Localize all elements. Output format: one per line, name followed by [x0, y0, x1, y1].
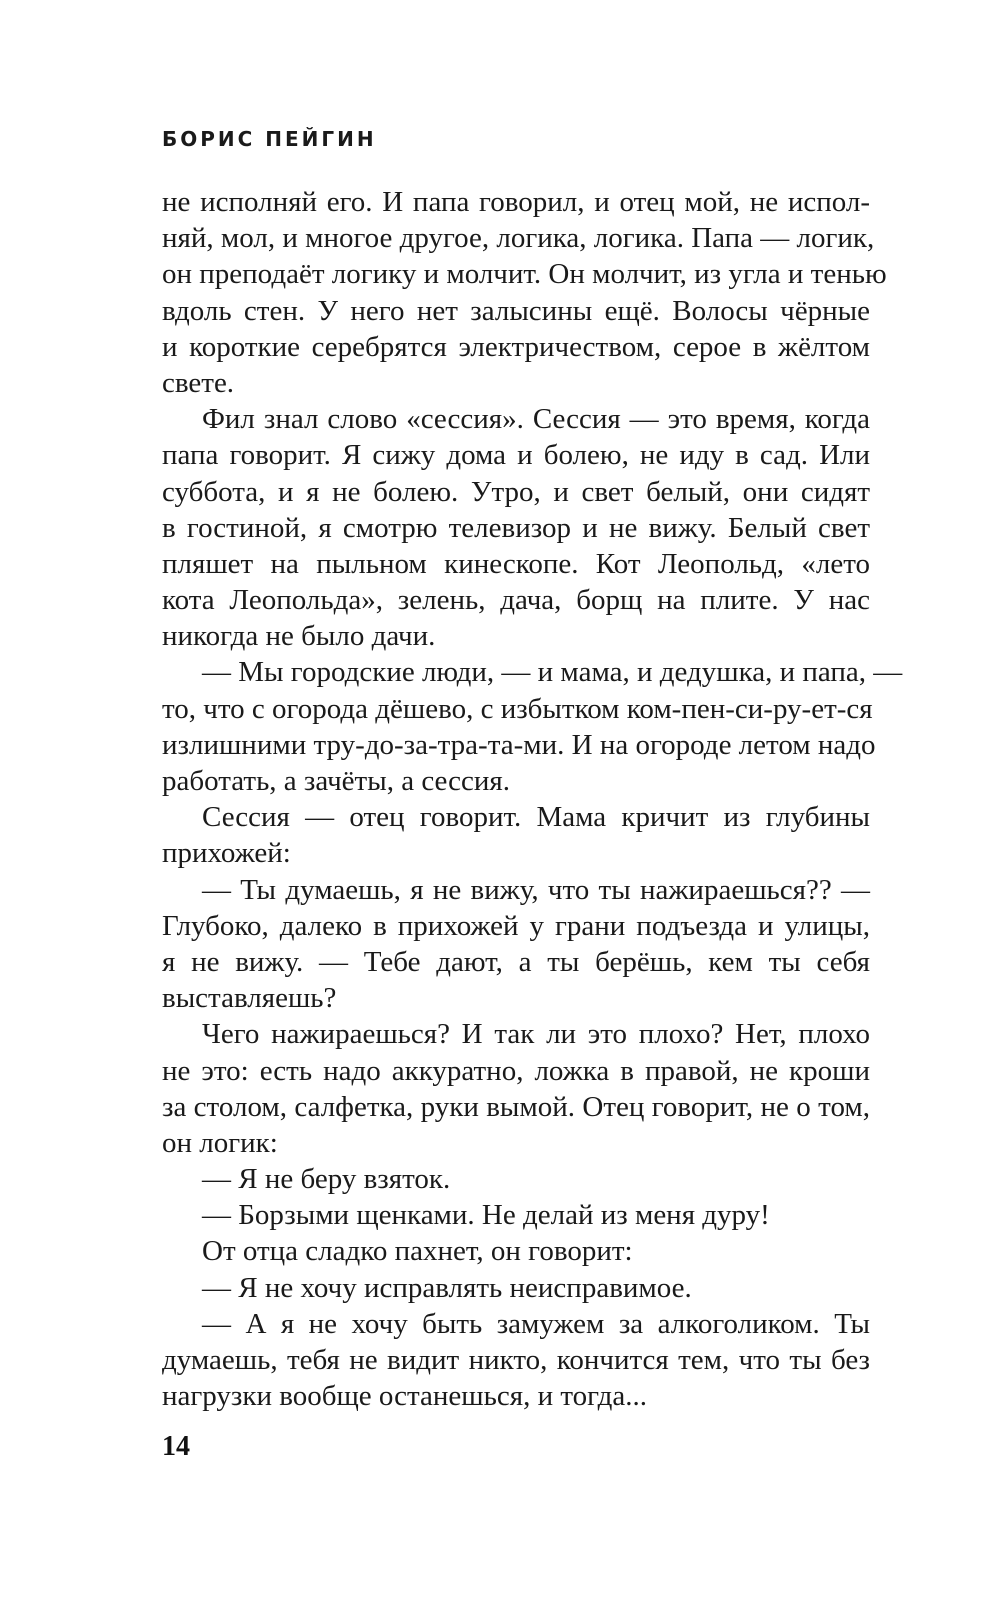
text-line: — Я не беру взяток.: [202, 1163, 451, 1196]
text-line: прихожей:: [162, 837, 291, 870]
text-line: выставляешь?: [162, 982, 337, 1015]
text-line: думаешь, тебя не видит никто, кончится тем, что ты без: [162, 1344, 870, 1376]
text-line: то, что с огорода дёшево, с избытком ком-пен-си-ру-ет-ся: [162, 692, 873, 725]
text-line: Фил знал слово «сессия». Сессия — это время, когда: [202, 403, 870, 436]
text-line: излишними тру-до-за-тра-та-ми. И на огороде летом надо: [162, 728, 876, 761]
text-line: суббота, и я не болею. Утро, и свет белый, они сидят: [162, 475, 870, 508]
text-line: — А я не хочу быть замужем за алкоголиком. Ты: [202, 1307, 870, 1340]
text-line: не это: есть надо аккуратно, ложка в правой, не кроши: [162, 1054, 870, 1087]
text-line: кота Леопольда», зелень, дача, борщ на плите. У нас: [162, 584, 870, 617]
text-line: я не вижу. — Тебе дают, а ты берёшь, кем ты себя: [162, 945, 870, 978]
text-line: в гостиной, я смотрю телевизор и не вижу. Белый свет: [162, 511, 870, 544]
text-line: он логик:: [162, 1126, 278, 1159]
text-line: Глубоко, далеко в прихожей у грани подъезда и улицы,: [162, 909, 870, 942]
running-head: БОРИС ПЕЙГИН: [162, 127, 377, 151]
text-line: папа говорит. Я сижу дома и болею, не иду в сад. Или: [162, 439, 870, 472]
page-number: 14: [162, 1431, 190, 1462]
text-line: он преподаёт логику и молчит. Он молчит, из угла и тенью: [162, 258, 887, 291]
text-line: няй, мол, и многое другое, логика, логика. Папа — логик,: [162, 222, 875, 255]
text-line: Чего нажираешься? И так ли это плохо? Нет, плохо: [202, 1018, 870, 1051]
text-line: — Я не хочу исправлять неисправимое.: [202, 1271, 692, 1304]
text-line: нагрузки вообще останешься, и тогда...: [162, 1380, 647, 1413]
text-line: работать, а зачёты, а сессия.: [162, 765, 510, 797]
text-line: От отца сладко пахнет, он говорит:: [202, 1235, 633, 1268]
text-line: никогда не было дачи.: [162, 620, 436, 653]
text-line: — Ты думаешь, я не вижу, что ты нажираешься?? —: [202, 873, 870, 906]
text-line: вдоль стен. У него нет залысины ещё. Волосы чёрные: [162, 294, 870, 327]
text-line: свете.: [162, 366, 235, 399]
text-line: — Борзыми щенками. Не делай из меня дуру!: [202, 1199, 770, 1232]
text-line: пляшет на пыльном кинескопе. Кот Леопольд, «лето: [162, 547, 870, 580]
text-line: за столом, салфетка, руки вымой. Отец говорит, не о том,: [162, 1090, 870, 1123]
text-line: Сессия — отец говорит. Мама кричит из глубины: [202, 801, 870, 834]
text-line: не исполняй его. И папа говорил, и отец мой, не испол-: [162, 186, 870, 218]
text-line: — Мы городские люди, — и мама, и дедушка, и папа, —: [202, 656, 903, 689]
text-line: и короткие серебрятся электричеством, серое в жёлтом: [162, 330, 870, 363]
body-text: [162, 184, 903, 1414]
